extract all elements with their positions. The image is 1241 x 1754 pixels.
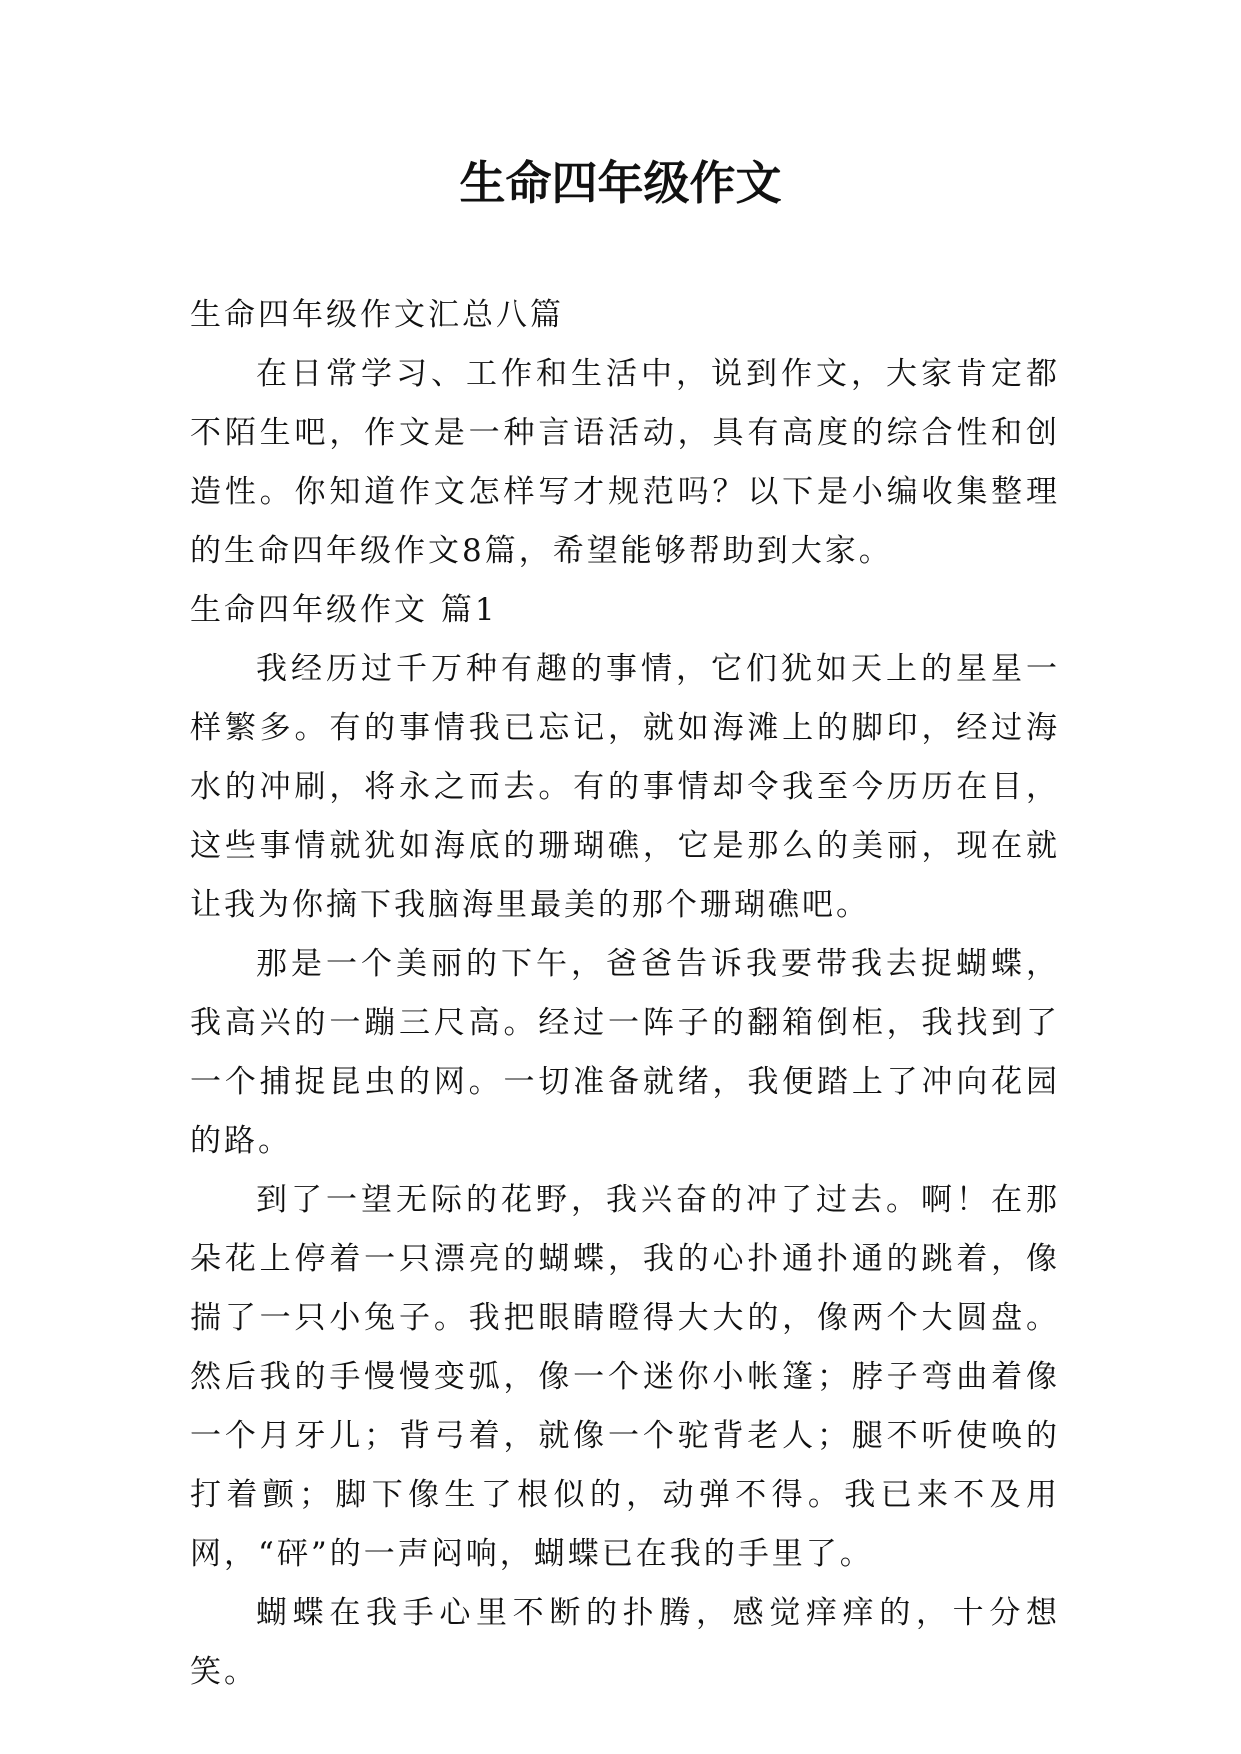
- intro-paragraph: 在日常学习、工作和生活中，说到作文，大家肯定都不陌生吧，作文是一种言语活动，具有高度的综合性和创造性。你知道作文怎样写才规范吗？以下是小编收集整理的生命四年级作文8篇，希望能够帮助到大家。: [190, 356, 1060, 569]
- body-paragraph: 那是一个美丽的下午，爸爸告诉我要带我去捉蝴蝶，我高兴的一蹦三尺高。经过一阵子的翻箱倒柜，我找到了一个捕捉昆虫的网。一切准备就绪，我便踏上了冲向花园的路。: [190, 946, 1060, 1159]
- document-title: 生命四年级作文: [459, 156, 782, 210]
- body-paragraph: 到了一望无际的花野，我兴奋的冲了过去。啊！在那朵花上停着一只漂亮的蝴蝶，我的心扑通扑通的跳着，像揣了一只小兔子。我把眼睛瞪得大大的，像两个大圆盘。然后我的手慢慢变弧，像一个迷你小帐篷；脖子弯曲着像一个月牙儿；背弓着，就像一个驼背老人；腿不听使唤的打着颤；脚下像生了根似的，动弹不得。我已来不及用网，“砰”的一声闷响，蝴蝶已在我的手里了。: [190, 1182, 1060, 1572]
- body-paragraph: 我经历过千万种有趣的事情，它们犹如天上的星星一样繁多。有的事情我已忘记，就如海滩上的脚印，经过海水的冲刷，将永之而去。有的事情却令我至今历历在目，这些事情就犹如海底的珊瑚礁，它是那么的美丽，现在就让我为你摘下我脑海里最美的那个珊瑚礁吧。: [190, 651, 1060, 923]
- section-heading: 生命四年级作文 篇1: [190, 592, 498, 628]
- body-paragraph: 蝴蝶在我手心里不断的扑腾，感觉痒痒的，十分想笑。: [190, 1595, 1060, 1690]
- document-body: [190, 286, 1060, 1702]
- document-subtitle: 生命四年级作文汇总八篇: [190, 297, 564, 333]
